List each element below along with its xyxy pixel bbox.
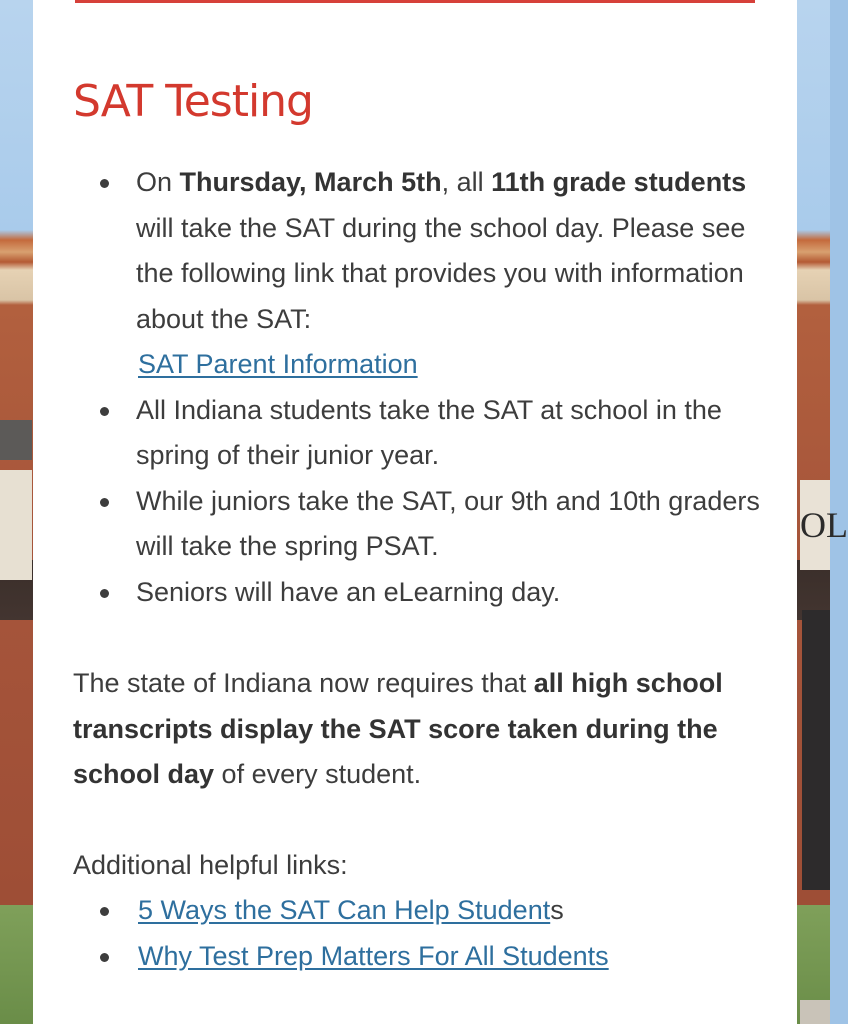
list-item bbox=[73, 570, 763, 616]
building-sign-text: OL bbox=[800, 505, 848, 545]
test-date: Thursday, March 5th bbox=[179, 167, 442, 197]
bullet-dot bbox=[100, 407, 109, 416]
sat-info-list bbox=[73, 160, 763, 615]
test-prep-matters-link[interactable]: Why Test Prep Matters For All Students bbox=[138, 940, 609, 971]
item-text: Seniors will have an eLearning day. bbox=[136, 576, 561, 607]
sidewalk bbox=[800, 1000, 830, 1024]
building-sign-left bbox=[0, 470, 32, 580]
section-body bbox=[73, 160, 763, 979]
additional-links-list bbox=[73, 888, 763, 979]
list-item bbox=[73, 888, 763, 934]
item-text: On bbox=[136, 167, 180, 197]
building-window bbox=[802, 610, 830, 890]
section-title: SAT Testing bbox=[73, 76, 313, 127]
paragraph-text: The state of Indiana now requires that bbox=[73, 668, 534, 698]
bullet-dot bbox=[100, 907, 109, 916]
bullet-dot bbox=[100, 179, 109, 188]
building-sign-right bbox=[800, 480, 848, 570]
list-item bbox=[73, 479, 763, 570]
bullet-dot bbox=[100, 953, 109, 962]
list-item bbox=[73, 934, 763, 980]
item-text: will take the SAT during the school day. Please see the following link that provides you with information about the SAT: bbox=[136, 212, 746, 334]
section-divider bbox=[75, 0, 755, 3]
bullet-dot bbox=[100, 498, 109, 507]
content-card bbox=[33, 0, 797, 1024]
wall-lamp bbox=[0, 420, 32, 460]
item-text: All Indiana students take the SAT at school in the spring of their junior year. bbox=[136, 394, 722, 470]
five-ways-sat-link[interactable]: 5 Ways the SAT Can Help Student bbox=[138, 895, 551, 925]
paragraph-text: of every student. bbox=[214, 759, 422, 789]
list-item bbox=[73, 160, 763, 388]
bullet-dot bbox=[100, 589, 109, 598]
requirement-emphasis: all high school transcripts display the SAT score taken during the school day bbox=[73, 668, 723, 789]
state-requirement-paragraph bbox=[73, 661, 763, 798]
list-item bbox=[73, 388, 763, 479]
additional-links-heading: Additional helpful links: bbox=[73, 849, 348, 880]
item-text: While juniors take the SAT, our 9th and 10th graders will take the spring PSAT. bbox=[136, 485, 760, 561]
sat-parent-information-link[interactable]: SAT Parent Information bbox=[138, 349, 418, 379]
item-text: , all bbox=[441, 167, 492, 197]
link-suffix-text: s bbox=[550, 895, 564, 925]
grade-level: 11th grade students bbox=[491, 167, 747, 197]
